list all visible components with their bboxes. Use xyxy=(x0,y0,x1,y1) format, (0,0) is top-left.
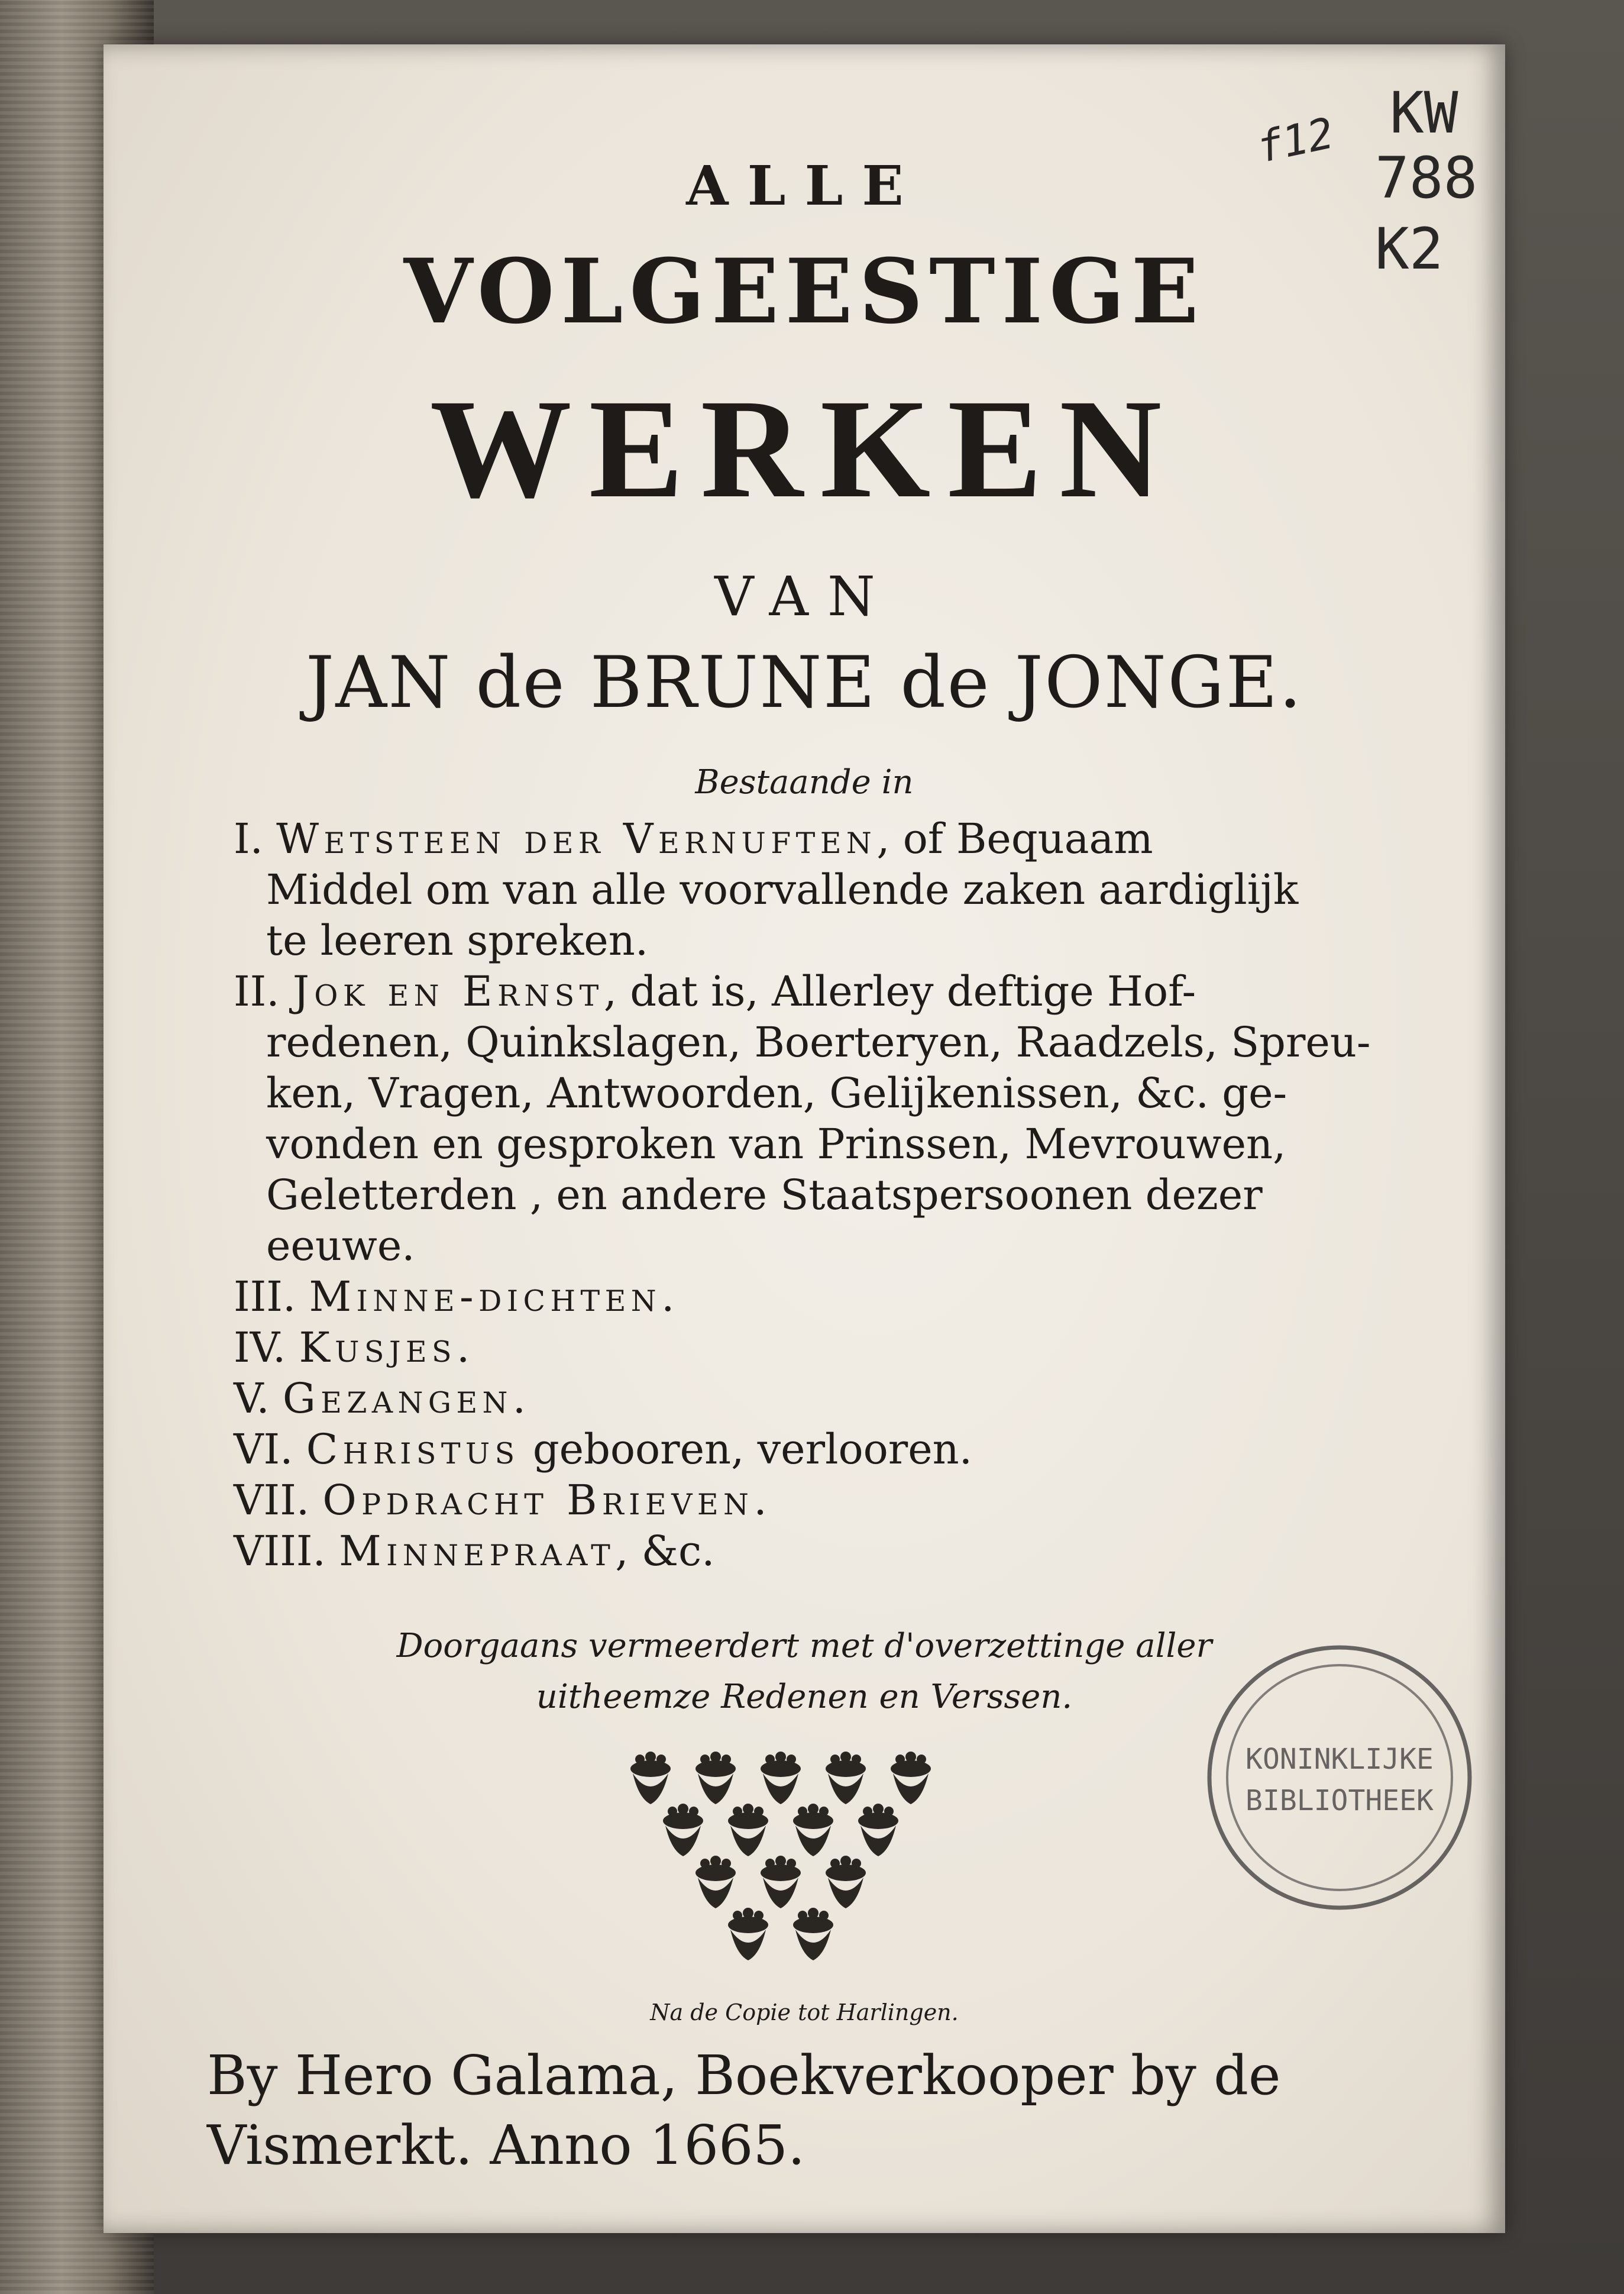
item-continuation: Geletterden , en andere Staatspersoonen dezer xyxy=(266,1171,1263,1219)
item-continuation: Middel om van alle voorvallende zaken aardiglijk xyxy=(266,865,1299,914)
contents-item xyxy=(234,1475,1416,1526)
item-continuation: te leeren spreken. xyxy=(266,916,649,965)
item-number: VIII. xyxy=(234,1527,339,1575)
item-continuation: ken, Vragen, Antwoorden, Gelijkenissen, &c. ge- xyxy=(266,1069,1287,1117)
title-page xyxy=(103,44,1505,2233)
imprint xyxy=(207,2041,1390,2180)
item-heading: Gezangen. xyxy=(282,1374,531,1423)
item-number: I. xyxy=(234,815,277,863)
item-number: V. xyxy=(234,1374,283,1423)
item-number: II. xyxy=(234,967,293,1016)
imprint-line-1: By Hero Galama, Boekverkooper by de xyxy=(207,2044,1281,2107)
contents-item xyxy=(234,813,1416,864)
note-line-1: Doorgaans vermeerdert met d'overzettinge aller xyxy=(396,1627,1212,1665)
item-number: VII. xyxy=(234,1476,323,1524)
item-heading: Christus xyxy=(306,1425,520,1474)
pencil-note: f12 xyxy=(1252,108,1338,173)
item-heading: Wetsteen der Vernuften xyxy=(276,815,877,863)
item-heading: Minnepraat xyxy=(339,1527,616,1575)
item-number: IV. xyxy=(234,1323,299,1372)
item-text: , dat is, Allerley deftige Hof- xyxy=(603,967,1196,1016)
item-heading: Minne-dichten. xyxy=(309,1272,680,1321)
stamp-line-1: KONINKLIJKE xyxy=(1246,1743,1434,1776)
shelfmark-label xyxy=(1252,80,1487,328)
contents-item xyxy=(234,1373,1416,1424)
shelfmark-line-1: KW xyxy=(1390,80,1458,146)
shelfmark-line-3: K2 xyxy=(1375,216,1444,282)
item-heading: Kusjes. xyxy=(299,1323,475,1372)
printers-ornament-icon xyxy=(615,1745,946,1964)
note-line-2: uitheemze Redenen en Verssen. xyxy=(536,1678,1073,1716)
item-text: , of Bequaam xyxy=(876,815,1153,863)
item-number: III. xyxy=(234,1272,309,1321)
item-heading: Jok en Ernst xyxy=(292,967,604,1016)
contents-item xyxy=(234,1424,1416,1475)
shelfmark-line-2: 788 xyxy=(1375,145,1478,211)
imprint-line-2: Vismerkt. Anno 1665. xyxy=(207,2114,805,2177)
copy-note: Na de Copie tot Harlingen. xyxy=(650,1999,959,2025)
item-continuation: eeuwe. xyxy=(266,1222,415,1270)
item-continuation: redenen, Quinkslagen, Boerteryen, Raadzels, Spreu- xyxy=(266,1018,1371,1067)
stamp-line-2: BIBLIOTHEEK xyxy=(1246,1784,1434,1817)
subtitle: Bestaande in xyxy=(695,763,914,802)
library-stamp-icon xyxy=(1204,1642,1476,1914)
item-text: , &c. xyxy=(615,1527,715,1575)
title-line-volgeestige: VOLGEESTIGE xyxy=(403,240,1205,344)
contents-item xyxy=(234,1322,1416,1373)
item-continuation: vonden en gesproken van Prinssen, Mevrouwen, xyxy=(266,1120,1286,1168)
author-name: JAN de BRUNE de JONGE. xyxy=(305,642,1303,724)
title-line-van: VAN xyxy=(714,565,894,628)
contents-list xyxy=(234,813,1416,1576)
contents-item xyxy=(234,1526,1416,1576)
contents-item xyxy=(234,966,1416,1017)
item-number: VI. xyxy=(234,1425,306,1474)
title-line-werken: WERKEN xyxy=(429,370,1179,527)
title-line-alle: ALLE xyxy=(686,154,923,218)
item-heading: Opdracht Brieven. xyxy=(322,1476,772,1524)
contents-item xyxy=(234,1271,1416,1322)
item-text: gebooren, verlooren. xyxy=(519,1425,972,1474)
